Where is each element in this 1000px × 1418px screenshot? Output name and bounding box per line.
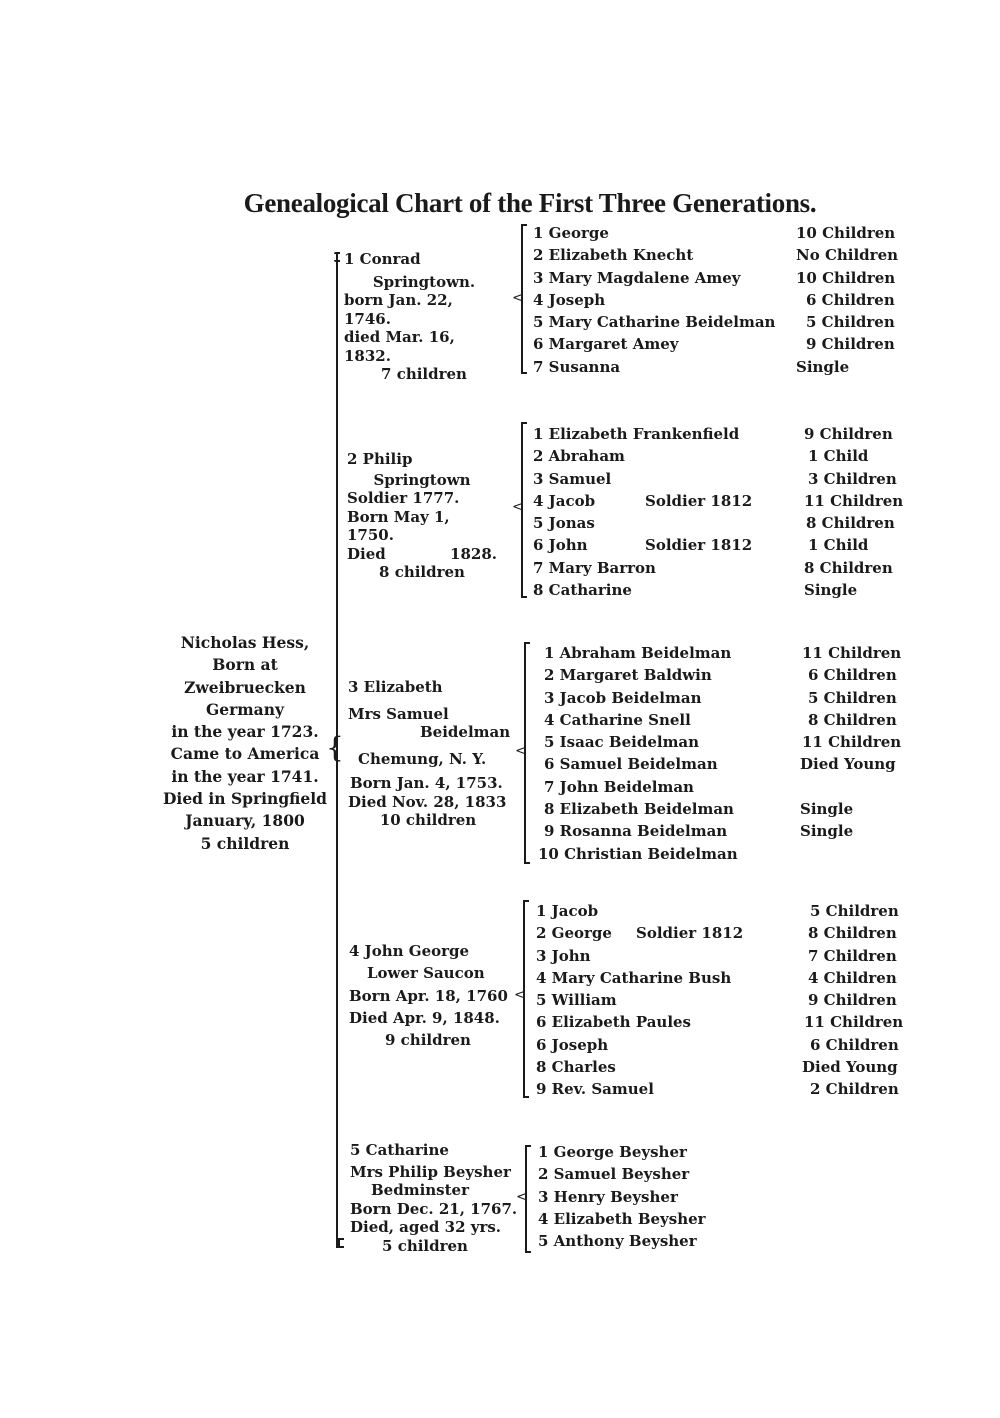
parent-line: 8 children: [379, 563, 465, 581]
child-name: 1 Abraham Beidelman: [544, 644, 732, 662]
child-name: 6 John: [533, 536, 588, 555]
parent-line: 4 John George: [349, 942, 470, 960]
parent-line: Born May 1, 1750.: [347, 507, 450, 544]
gen2-bottom-cap: [338, 1238, 346, 1248]
child-name: 3 Jacob Beidelman: [544, 688, 702, 707]
children-list-conrad: [533, 222, 793, 378]
child-name: 7 Mary Barron: [533, 558, 656, 577]
root-line: Came to America: [170, 744, 320, 764]
child-name: 7 John Beidelman: [544, 777, 694, 796]
parent-line: 2 Philip: [347, 450, 413, 468]
child-name: 2 Elizabeth Knecht: [533, 246, 694, 265]
parent-line: 9 children: [385, 1031, 471, 1050]
parent-line: Beidelman: [420, 723, 511, 741]
child-row: [533, 311, 793, 333]
child-count: 5 Children: [810, 902, 899, 920]
gen2-top-cap: [336, 252, 342, 262]
parent-line: Springtown: [373, 470, 471, 489]
root-line: Born at: [212, 655, 278, 675]
child-count: 11 Children: [802, 733, 902, 752]
child-note: Soldier 1812: [636, 924, 744, 943]
child-row: [538, 687, 798, 709]
parent-died-label: Died: [347, 544, 386, 563]
parent-line: Chemung, N. Y.: [358, 749, 487, 768]
child-row: [538, 731, 798, 753]
brace-tip: <: [512, 290, 524, 306]
parent-line: 5 Catharine: [350, 1141, 449, 1159]
root-line: in the year 1723.: [171, 722, 319, 742]
child-count: 6 Children: [810, 1035, 899, 1054]
child-name: 3 John: [536, 946, 591, 965]
child-name: 5 Jonas: [533, 514, 595, 533]
child-name: 2 Samuel Beysher: [538, 1165, 690, 1184]
child-count: 9 Children: [804, 425, 893, 443]
child-name: 2 Abraham: [533, 447, 625, 466]
child-name: 4 Elizabeth Beysher: [538, 1209, 706, 1228]
child-row: [538, 664, 798, 686]
page-title: Genealogical Chart of the First Three Generations.: [243, 188, 817, 218]
child-name: 5 Anthony Beysher: [538, 1232, 697, 1251]
parent-line: Lower Saucon: [367, 964, 485, 983]
child-row: [536, 967, 796, 989]
children-counts-conrad: [796, 222, 898, 378]
child-name: 3 Samuel: [533, 469, 612, 488]
parent-line: Born Dec. 21, 1767.: [350, 1199, 518, 1218]
child-row: [538, 1186, 798, 1208]
child-row: [538, 820, 798, 842]
child-row: [536, 1078, 796, 1100]
parent-line: 7 children: [381, 365, 467, 383]
child-name: 1 Jacob: [536, 902, 599, 920]
parent-line: [347, 545, 497, 564]
child-count: 6 Children: [808, 666, 897, 685]
child-count: Single: [796, 357, 850, 376]
child-row: [533, 222, 793, 244]
child-name: 5 Isaac Beidelman: [544, 733, 700, 752]
child-name: 10 Christian Beidelman: [538, 844, 738, 863]
child-name: 7 Susanna: [533, 357, 621, 376]
child-count: 9 Children: [806, 335, 895, 354]
child-row: [538, 709, 798, 731]
child-name: 4 Catharine Snell: [544, 710, 691, 729]
child-count: Single: [800, 800, 854, 819]
parent-block-john-george: [349, 940, 519, 1051]
child-count: 5 Children: [808, 688, 897, 707]
parent-block-conrad: [344, 250, 504, 384]
children-counts-elizabeth: [800, 642, 901, 843]
child-row: [538, 1208, 798, 1230]
child-count: 6 Children: [806, 290, 895, 309]
root-person-block: [160, 632, 330, 855]
brace-tip: <: [512, 499, 524, 515]
child-row: [536, 1056, 796, 1078]
parent-line: born Jan. 22, 1746.: [344, 291, 453, 328]
child-count: [800, 776, 901, 798]
child-name: 9 Rev. Samuel: [536, 1080, 654, 1099]
child-count: 10 Children: [796, 224, 896, 242]
parent-line: Died, aged 32 yrs.: [350, 1218, 502, 1236]
child-row: [536, 922, 796, 944]
child-name: 2 Margaret Baldwin: [544, 666, 712, 685]
child-name: 8 Elizabeth Beidelman: [544, 800, 734, 819]
parent-line: 5 children: [382, 1236, 468, 1255]
child-count: 11 Children: [802, 644, 902, 662]
child-count: 4 Children: [808, 968, 897, 987]
child-name: 4 Jacob: [533, 491, 596, 510]
child-row: [536, 1034, 796, 1056]
child-name: 1 George Beysher: [538, 1143, 687, 1161]
child-row: [538, 1230, 798, 1252]
child-name: 3 Mary Magdalene Amey: [533, 268, 741, 287]
root-line: 5 children: [200, 833, 290, 853]
parent-block-elizabeth: [348, 678, 511, 830]
child-name: 1 Elizabeth Frankenfield: [533, 425, 740, 443]
root-line: Zweibruecken: [184, 677, 306, 697]
root-line: Nicholas Hess,: [180, 633, 310, 652]
parent-line: 1 Conrad: [344, 250, 421, 268]
child-name: 4 Mary Catharine Bush: [536, 968, 732, 987]
root-line: January, 1800: [185, 811, 305, 831]
child-row: [533, 445, 793, 467]
child-count: 3 Children: [808, 469, 897, 488]
root-line: in the year 1741.: [171, 766, 319, 786]
parent-line: Bedminster: [370, 1181, 469, 1199]
child-count: Died Young: [802, 1058, 898, 1077]
child-count: 8 Children: [806, 514, 895, 533]
child-count: 1 Child: [808, 447, 869, 466]
child-count: Single: [800, 822, 854, 841]
children-list-philip: [533, 423, 793, 601]
brace-tip: <: [516, 1189, 528, 1205]
child-row: [533, 356, 793, 378]
child-name: 6 Samuel Beidelman: [544, 755, 718, 774]
child-row: [536, 945, 796, 967]
child-count: 2 Children: [810, 1080, 899, 1099]
child-name: 4 Joseph: [533, 290, 606, 309]
root-line: Died in Springfield: [162, 789, 328, 809]
child-row: [533, 534, 793, 556]
child-note: Soldier 1812: [645, 536, 753, 555]
child-row: [533, 512, 793, 534]
parent-line: 3 Elizabeth: [348, 678, 443, 696]
child-name: 6 Margaret Amey: [533, 335, 679, 354]
child-count: 8 Children: [808, 710, 897, 729]
child-row: [538, 798, 798, 820]
child-row: [538, 753, 798, 775]
children-counts-philip: [804, 423, 903, 601]
children-list-catharine: [538, 1141, 798, 1252]
child-name: 8 Charles: [536, 1058, 616, 1077]
child-row: [538, 642, 798, 664]
child-count: Single: [804, 581, 858, 600]
parent-line: Mrs Samuel: [348, 704, 449, 723]
child-name: 6 Elizabeth Paules: [536, 1013, 692, 1032]
parent-line: Springtown.: [372, 272, 476, 291]
parent-block-catharine: [350, 1141, 520, 1255]
child-row: [536, 989, 796, 1011]
child-name: 6 Joseph: [536, 1035, 609, 1054]
parent-line: died Mar. 16, 1832.: [344, 328, 455, 365]
child-note: Soldier 1812: [645, 491, 753, 510]
child-name: 8 Catharine: [533, 581, 632, 600]
parent-line: 10 children: [379, 811, 477, 829]
child-row: [538, 843, 798, 865]
child-name: 5 Mary Catharine Beidelman: [533, 313, 776, 332]
child-count: 10 Children: [796, 268, 896, 287]
child-count: No Children: [796, 246, 899, 265]
child-row: [533, 267, 793, 289]
child-row: [538, 1141, 798, 1163]
child-name: 2 George: [536, 924, 612, 943]
child-name: 9 Rosanna Beidelman: [544, 822, 728, 841]
child-row: [533, 333, 793, 355]
parent-line: Mrs Philip Beysher: [350, 1162, 511, 1181]
children-list-john-george: [536, 900, 796, 1101]
parent-died-year: 1828.: [450, 544, 497, 563]
child-count: 11 Children: [804, 491, 904, 510]
child-count: 8 Children: [808, 924, 897, 943]
parent-line: Soldier 1777.: [347, 489, 460, 507]
child-count: Died Young: [800, 755, 896, 774]
child-name: 5 William: [536, 991, 617, 1010]
child-row: [533, 579, 793, 601]
child-count: 11 Children: [804, 1013, 904, 1032]
parent-line: Died Nov. 28, 1833: [348, 792, 507, 811]
child-count: 9 Children: [808, 991, 897, 1010]
child-count: 1 Child: [808, 536, 869, 555]
child-row: [538, 776, 798, 798]
child-row: [533, 557, 793, 579]
child-row: [533, 423, 793, 445]
child-row: [536, 900, 796, 922]
child-name: 1 George: [533, 224, 609, 242]
child-row: [533, 244, 793, 266]
child-row: [533, 289, 793, 311]
brace-tip: <: [514, 987, 526, 1003]
brace-tip: <: [515, 743, 527, 759]
root-brace: {: [326, 731, 344, 764]
children-list-elizabeth: [538, 642, 798, 865]
child-row: [533, 468, 793, 490]
parent-line: Born Jan. 4, 1753.: [350, 774, 503, 792]
child-count: 8 Children: [804, 558, 893, 577]
child-name: 3 Henry Beysher: [538, 1187, 678, 1206]
child-count: 5 Children: [806, 313, 895, 332]
child-row: [538, 1163, 798, 1185]
parent-line: Born Apr. 18, 1760: [349, 986, 508, 1005]
parent-line: Died Apr. 9, 1848.: [349, 1008, 500, 1027]
root-line: Germany: [206, 699, 284, 719]
child-row: [533, 490, 793, 512]
children-counts-john-george: [802, 900, 903, 1101]
child-row: [536, 1011, 796, 1033]
parent-block-philip: [347, 450, 497, 582]
child-count: 7 Children: [808, 946, 897, 965]
